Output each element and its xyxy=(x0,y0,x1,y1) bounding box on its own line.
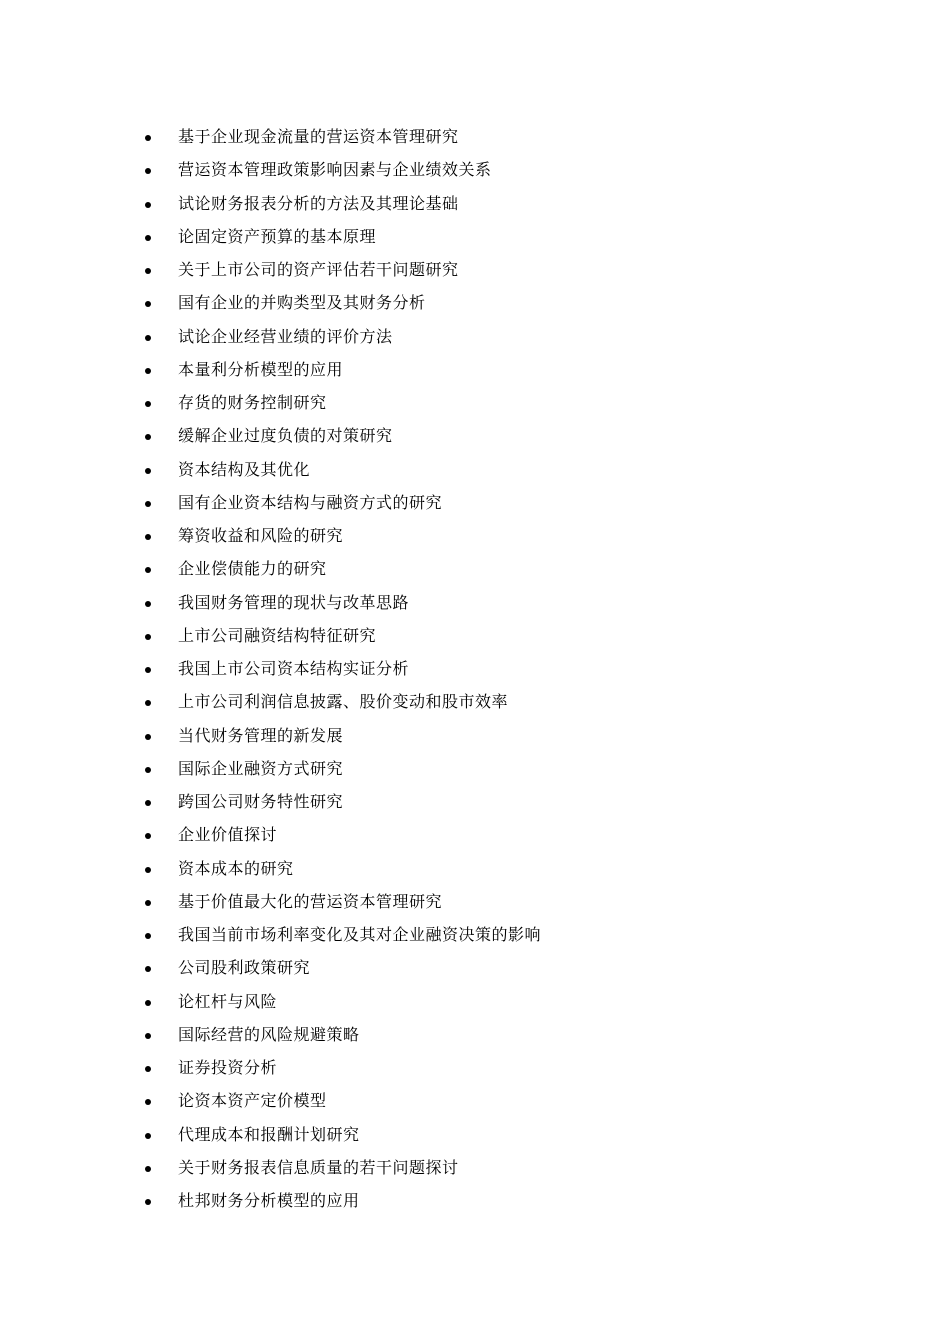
list-item-text: 资本成本的研究 xyxy=(178,858,294,878)
list-item-text: 缓解企业过度负债的对策研究 xyxy=(178,426,393,446)
list-item-text: 资本结构及其优化 xyxy=(178,459,311,479)
bullet-icon xyxy=(145,734,151,740)
bullet-icon xyxy=(145,168,151,174)
list-item-text: 试论财务报表分析的方法及其理论基础 xyxy=(178,193,459,213)
list-item xyxy=(0,1084,950,1117)
bullet-icon xyxy=(145,368,151,374)
list-item xyxy=(0,785,950,818)
list-item xyxy=(0,552,950,585)
list-item xyxy=(0,220,950,253)
bullet-icon xyxy=(145,1199,151,1205)
list-item xyxy=(0,519,950,552)
bullet-icon xyxy=(145,135,151,141)
list-item-text: 证券投资分析 xyxy=(178,1058,278,1077)
list-item-text: 上市公司利润信息披露、股价变动和股市效率 xyxy=(178,692,509,712)
list-item-text: 我国当前市场利率变化及其对企业融资决策的影响 xyxy=(178,925,542,944)
bullet-icon xyxy=(145,1033,151,1039)
list-item xyxy=(0,1184,950,1217)
list-item xyxy=(0,918,950,951)
list-item xyxy=(0,752,950,785)
bullet-icon xyxy=(145,1066,151,1072)
list-item xyxy=(0,320,950,353)
list-item-text: 我国财务管理的现状与改革思路 xyxy=(178,592,410,612)
list-item-text: 存货的财务控制研究 xyxy=(178,393,327,412)
list-item-text: 企业偿债能力的研究 xyxy=(178,559,327,579)
list-item-text: 国际企业融资方式研究 xyxy=(178,758,344,778)
list-item-text: 国有企业的并购类型及其财务分析 xyxy=(178,293,426,313)
list-item-text: 跨国公司财务特性研究 xyxy=(178,792,344,811)
list-item-text: 筹资收益和风险的研究 xyxy=(178,526,344,545)
list-item-text: 基于企业现金流量的营运资本管理研究 xyxy=(178,127,459,146)
bullet-icon xyxy=(145,501,151,507)
list-item xyxy=(0,652,950,685)
bullet-icon xyxy=(145,700,151,706)
list-item-text: 论杠杆与风险 xyxy=(178,991,278,1011)
list-item-text: 论固定资产预算的基本原理 xyxy=(178,226,377,246)
list-item-text: 关于上市公司的资产评估若干问题研究 xyxy=(178,260,459,279)
list-item xyxy=(0,1151,950,1184)
bullet-icon xyxy=(145,268,151,274)
bullet-icon xyxy=(145,434,151,440)
list-item xyxy=(0,453,950,486)
bullet-icon xyxy=(145,767,151,773)
list-item xyxy=(0,486,950,519)
list-item-text: 公司股利政策研究 xyxy=(178,958,311,978)
list-item xyxy=(0,187,950,220)
bullet-icon xyxy=(145,833,151,839)
topic-list xyxy=(0,120,950,1217)
bullet-icon xyxy=(145,1000,151,1006)
list-item xyxy=(0,120,950,153)
bullet-icon xyxy=(145,634,151,640)
bullet-icon xyxy=(145,933,151,939)
bullet-icon xyxy=(145,601,151,607)
list-item xyxy=(0,852,950,885)
list-item-text: 企业价值探讨 xyxy=(178,825,278,845)
bullet-icon xyxy=(145,966,151,972)
list-item-text: 本量利分析模型的应用 xyxy=(178,359,344,379)
list-item xyxy=(0,1118,950,1151)
list-item-text: 上市公司融资结构特征研究 xyxy=(178,625,377,645)
list-item-text: 论资本资产定价模型 xyxy=(178,1091,327,1111)
list-item-text: 国际经营的风险规避策略 xyxy=(178,1024,360,1044)
bullet-icon xyxy=(145,1166,151,1172)
bullet-icon xyxy=(145,800,151,806)
list-item xyxy=(0,619,950,652)
list-item xyxy=(0,386,950,419)
list-item xyxy=(0,885,950,918)
list-item xyxy=(0,353,950,386)
list-item xyxy=(0,586,950,619)
list-item xyxy=(0,1018,950,1051)
bullet-icon xyxy=(145,1133,151,1139)
bullet-icon xyxy=(145,335,151,341)
list-item-text: 基于价值最大化的营运资本管理研究 xyxy=(178,891,443,911)
bullet-icon xyxy=(145,202,151,208)
bullet-icon xyxy=(145,235,151,241)
bullet-icon xyxy=(145,900,151,906)
bullet-icon xyxy=(145,301,151,307)
list-item xyxy=(0,985,950,1018)
list-item-text: 营运资本管理政策影响因素与企业绩效关系 xyxy=(178,160,492,180)
bullet-icon xyxy=(145,667,151,673)
list-item-text: 代理成本和报酬计划研究 xyxy=(178,1124,360,1144)
list-item xyxy=(0,818,950,851)
list-item-text: 我国上市公司资本结构实证分析 xyxy=(178,659,410,678)
list-item xyxy=(0,419,950,452)
bullet-icon xyxy=(145,867,151,873)
bullet-icon xyxy=(145,534,151,540)
list-item xyxy=(0,153,950,186)
list-item-text: 当代财务管理的新发展 xyxy=(178,725,344,745)
list-item xyxy=(0,1051,950,1084)
list-item-text: 试论企业经营业绩的评价方法 xyxy=(178,326,393,346)
list-item xyxy=(0,685,950,718)
list-item-text: 杜邦财务分析模型的应用 xyxy=(178,1191,360,1210)
list-item xyxy=(0,286,950,319)
bullet-icon xyxy=(145,468,151,474)
bullet-icon xyxy=(145,1099,151,1105)
list-item-text: 关于财务报表信息质量的若干问题探讨 xyxy=(178,1157,459,1177)
bullet-icon xyxy=(145,567,151,573)
list-item xyxy=(0,951,950,984)
list-item xyxy=(0,253,950,286)
list-item xyxy=(0,719,950,752)
list-item-text: 国有企业资本结构与融资方式的研究 xyxy=(178,492,443,512)
bullet-icon xyxy=(145,401,151,407)
